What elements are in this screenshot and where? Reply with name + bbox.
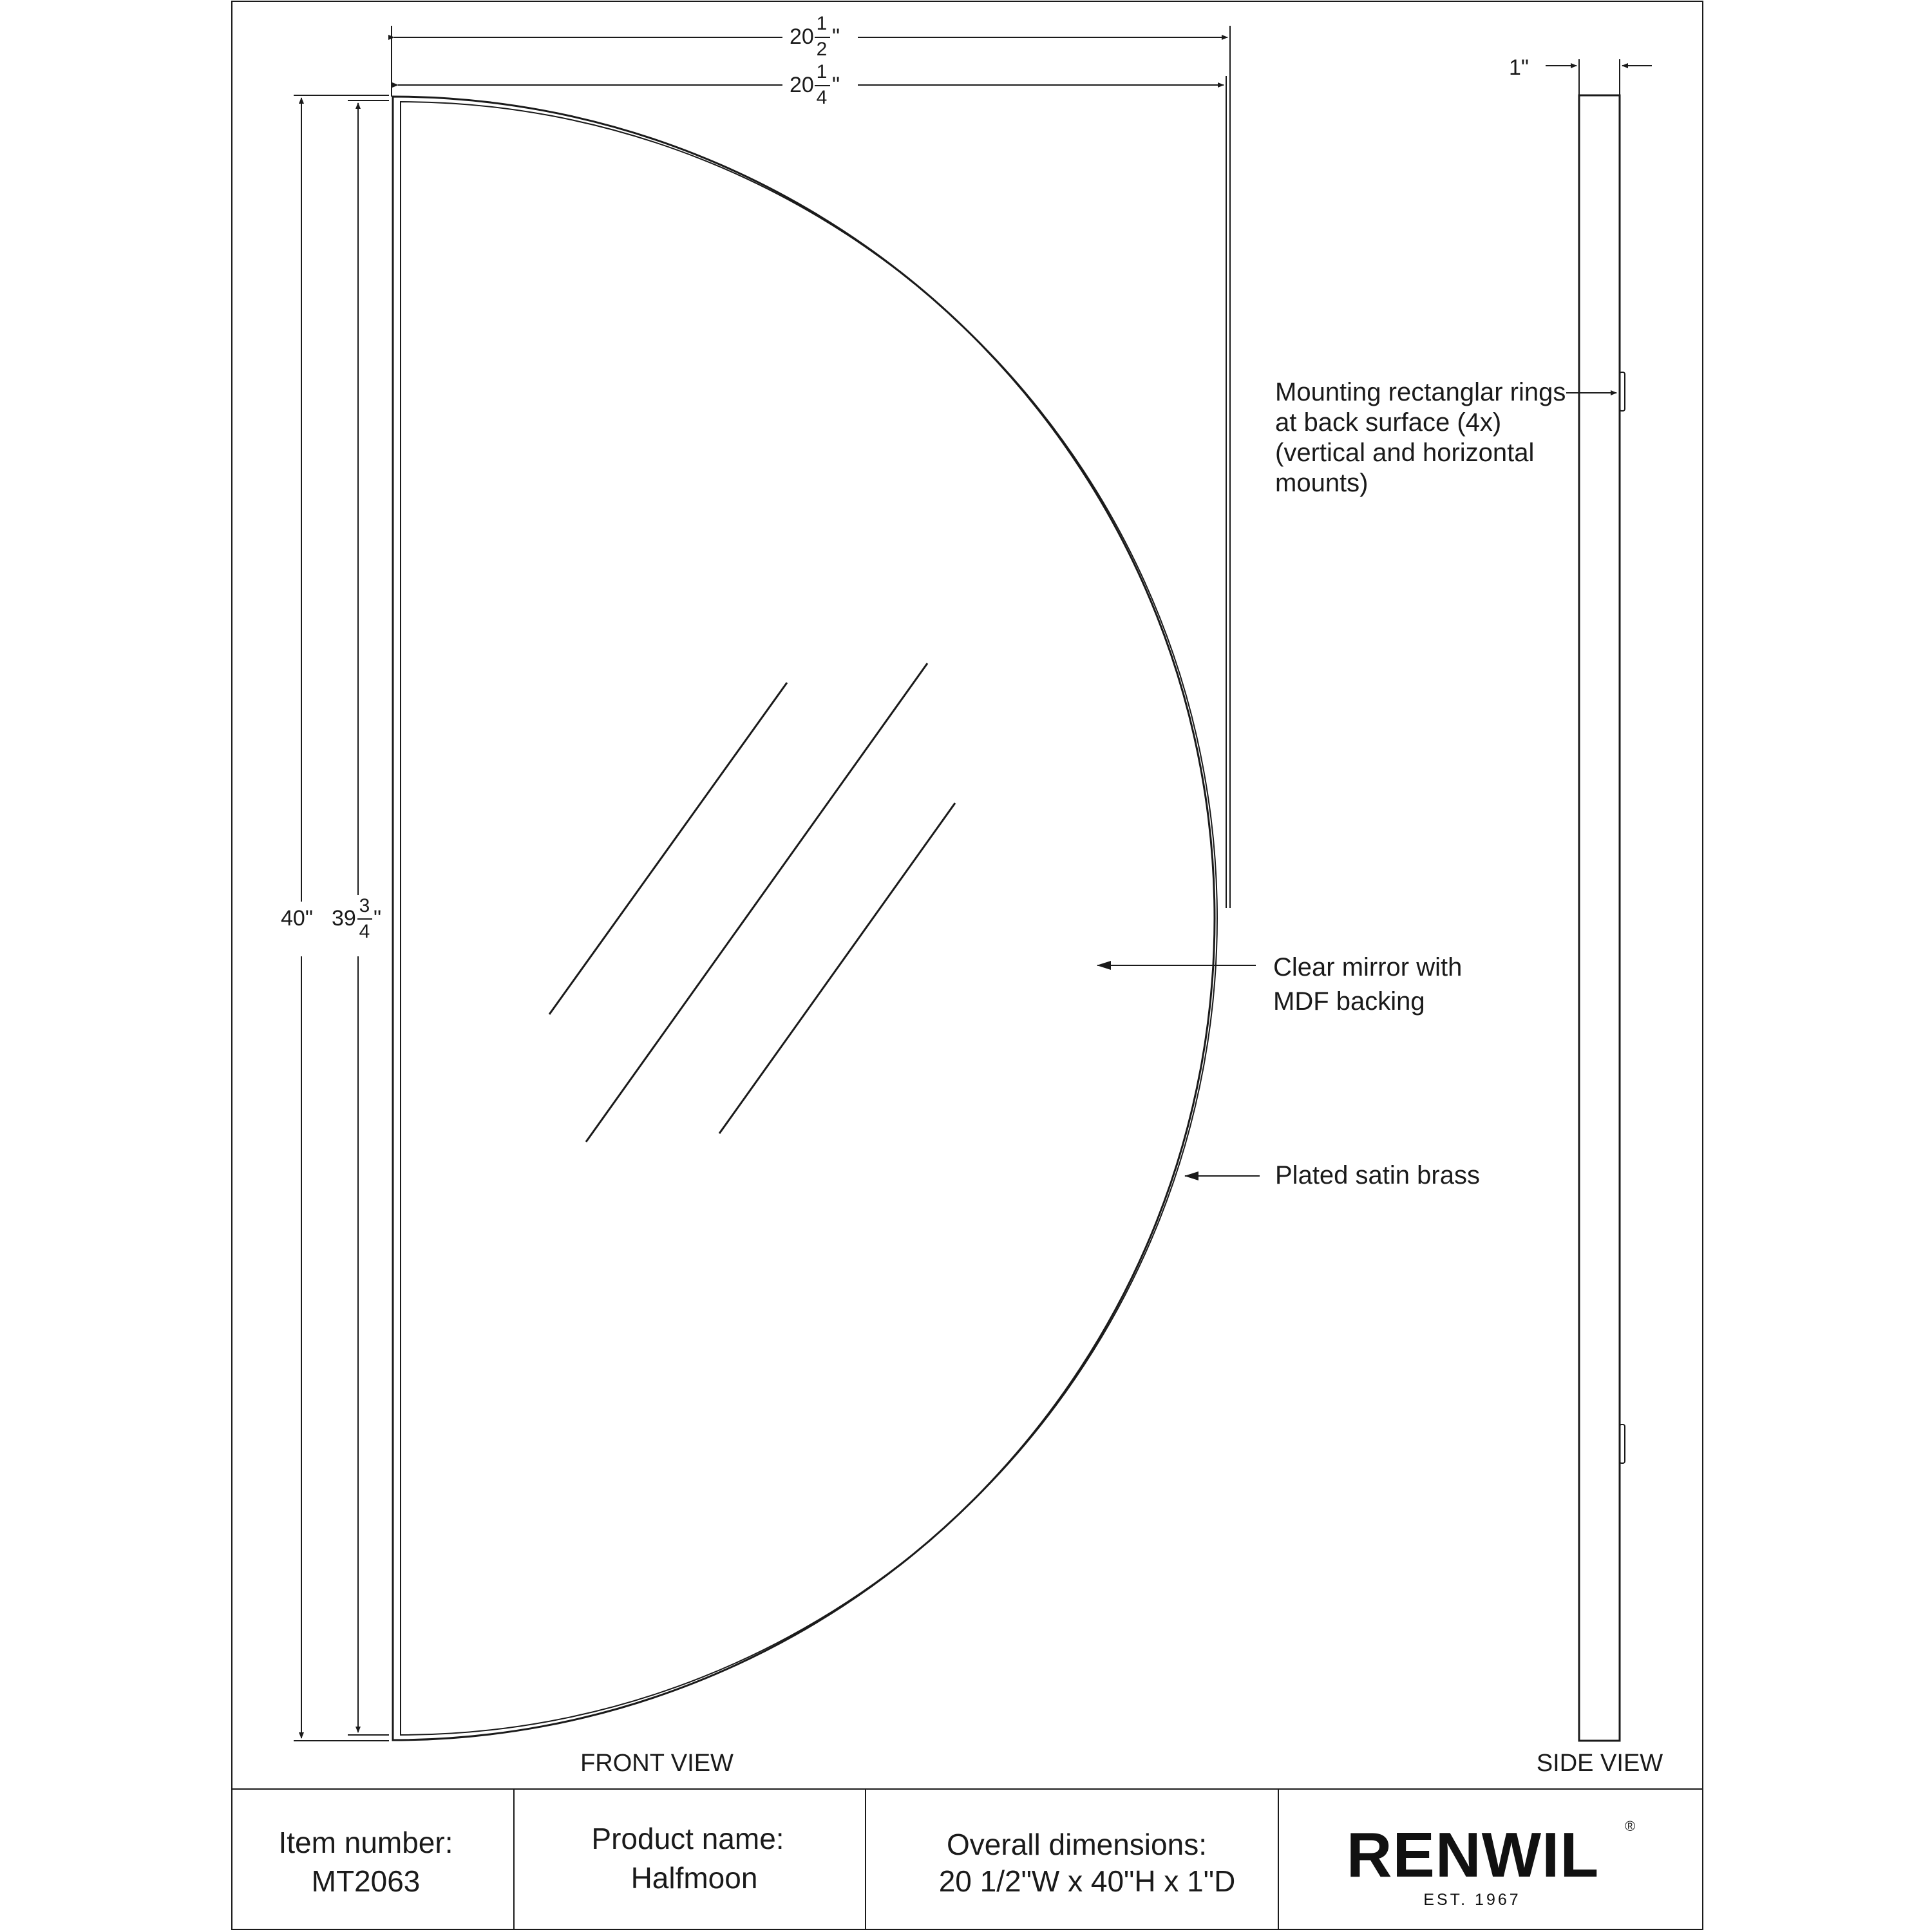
overall-dimensions-cell [939,1828,1236,1898]
svg-text:4: 4 [816,87,828,108]
svg-text:Item number:: Item number: [278,1826,453,1859]
svg-text:at back surface (4x): at back surface (4x) [1275,408,1502,437]
front-view-label: FRONT VIEW [580,1750,734,1777]
width-dimension-lines [392,26,1230,908]
svg-text:20 1/2"W x 40"H x 1"D: 20 1/2"W x 40"H x 1"D [938,1864,1236,1898]
mirror-reflection-lines [549,663,955,1142]
svg-text:RENWIL: RENWIL [1346,1819,1600,1890]
outer-height-label: 40" [281,906,313,931]
svg-text:1: 1 [816,13,828,34]
svg-text:MT2063: MT2063 [311,1864,421,1898]
svg-text:": " [832,73,840,97]
svg-text:2: 2 [816,39,828,60]
svg-text:Mounting rectanglar rings: Mounting rectanglar rings [1275,378,1566,406]
mounting-callout [1275,378,1616,497]
depth-dimension-lines [1546,59,1652,95]
svg-text:Halfmoon: Halfmoon [630,1861,758,1895]
svg-text:®: ® [1625,1818,1636,1834]
outer-width-label [790,13,840,60]
svg-text:20: 20 [790,73,814,97]
svg-text:20: 20 [790,24,814,49]
svg-text:EST. 1967: EST. 1967 [1423,1891,1521,1909]
brass-callout [1185,1161,1480,1189]
svg-text:MDF backing: MDF backing [1273,987,1425,1016]
svg-text:(vertical and horizontal: (vertical and horizontal [1275,439,1535,467]
product-name-cell [591,1822,784,1895]
svg-text:Product name:: Product name: [591,1822,784,1855]
front-view-halfmoon [393,97,1217,1740]
inner-height-label [332,895,381,942]
mirror-callout [1097,953,1462,1016]
svg-text:4: 4 [359,921,370,942]
item-number-cell [279,1826,453,1898]
svg-text:Overall dimensions:: Overall dimensions: [947,1828,1207,1861]
svg-text:Plated satin brass: Plated satin brass [1275,1161,1480,1189]
svg-text:1: 1 [816,61,828,82]
svg-text:": " [374,906,382,931]
side-view-label: SIDE VIEW [1536,1750,1663,1777]
side-view-profile [1579,95,1625,1741]
depth-label: 1" [1509,55,1529,80]
svg-text:": " [832,24,840,49]
svg-text:39: 39 [332,906,356,931]
svg-text:mounts): mounts) [1275,469,1368,497]
inner-width-label [790,61,840,108]
svg-text:Clear mirror with: Clear mirror with [1273,953,1463,981]
renwil-logo [1347,1818,1635,1909]
sheet-border [232,1,1703,1929]
svg-text:3: 3 [359,895,370,916]
